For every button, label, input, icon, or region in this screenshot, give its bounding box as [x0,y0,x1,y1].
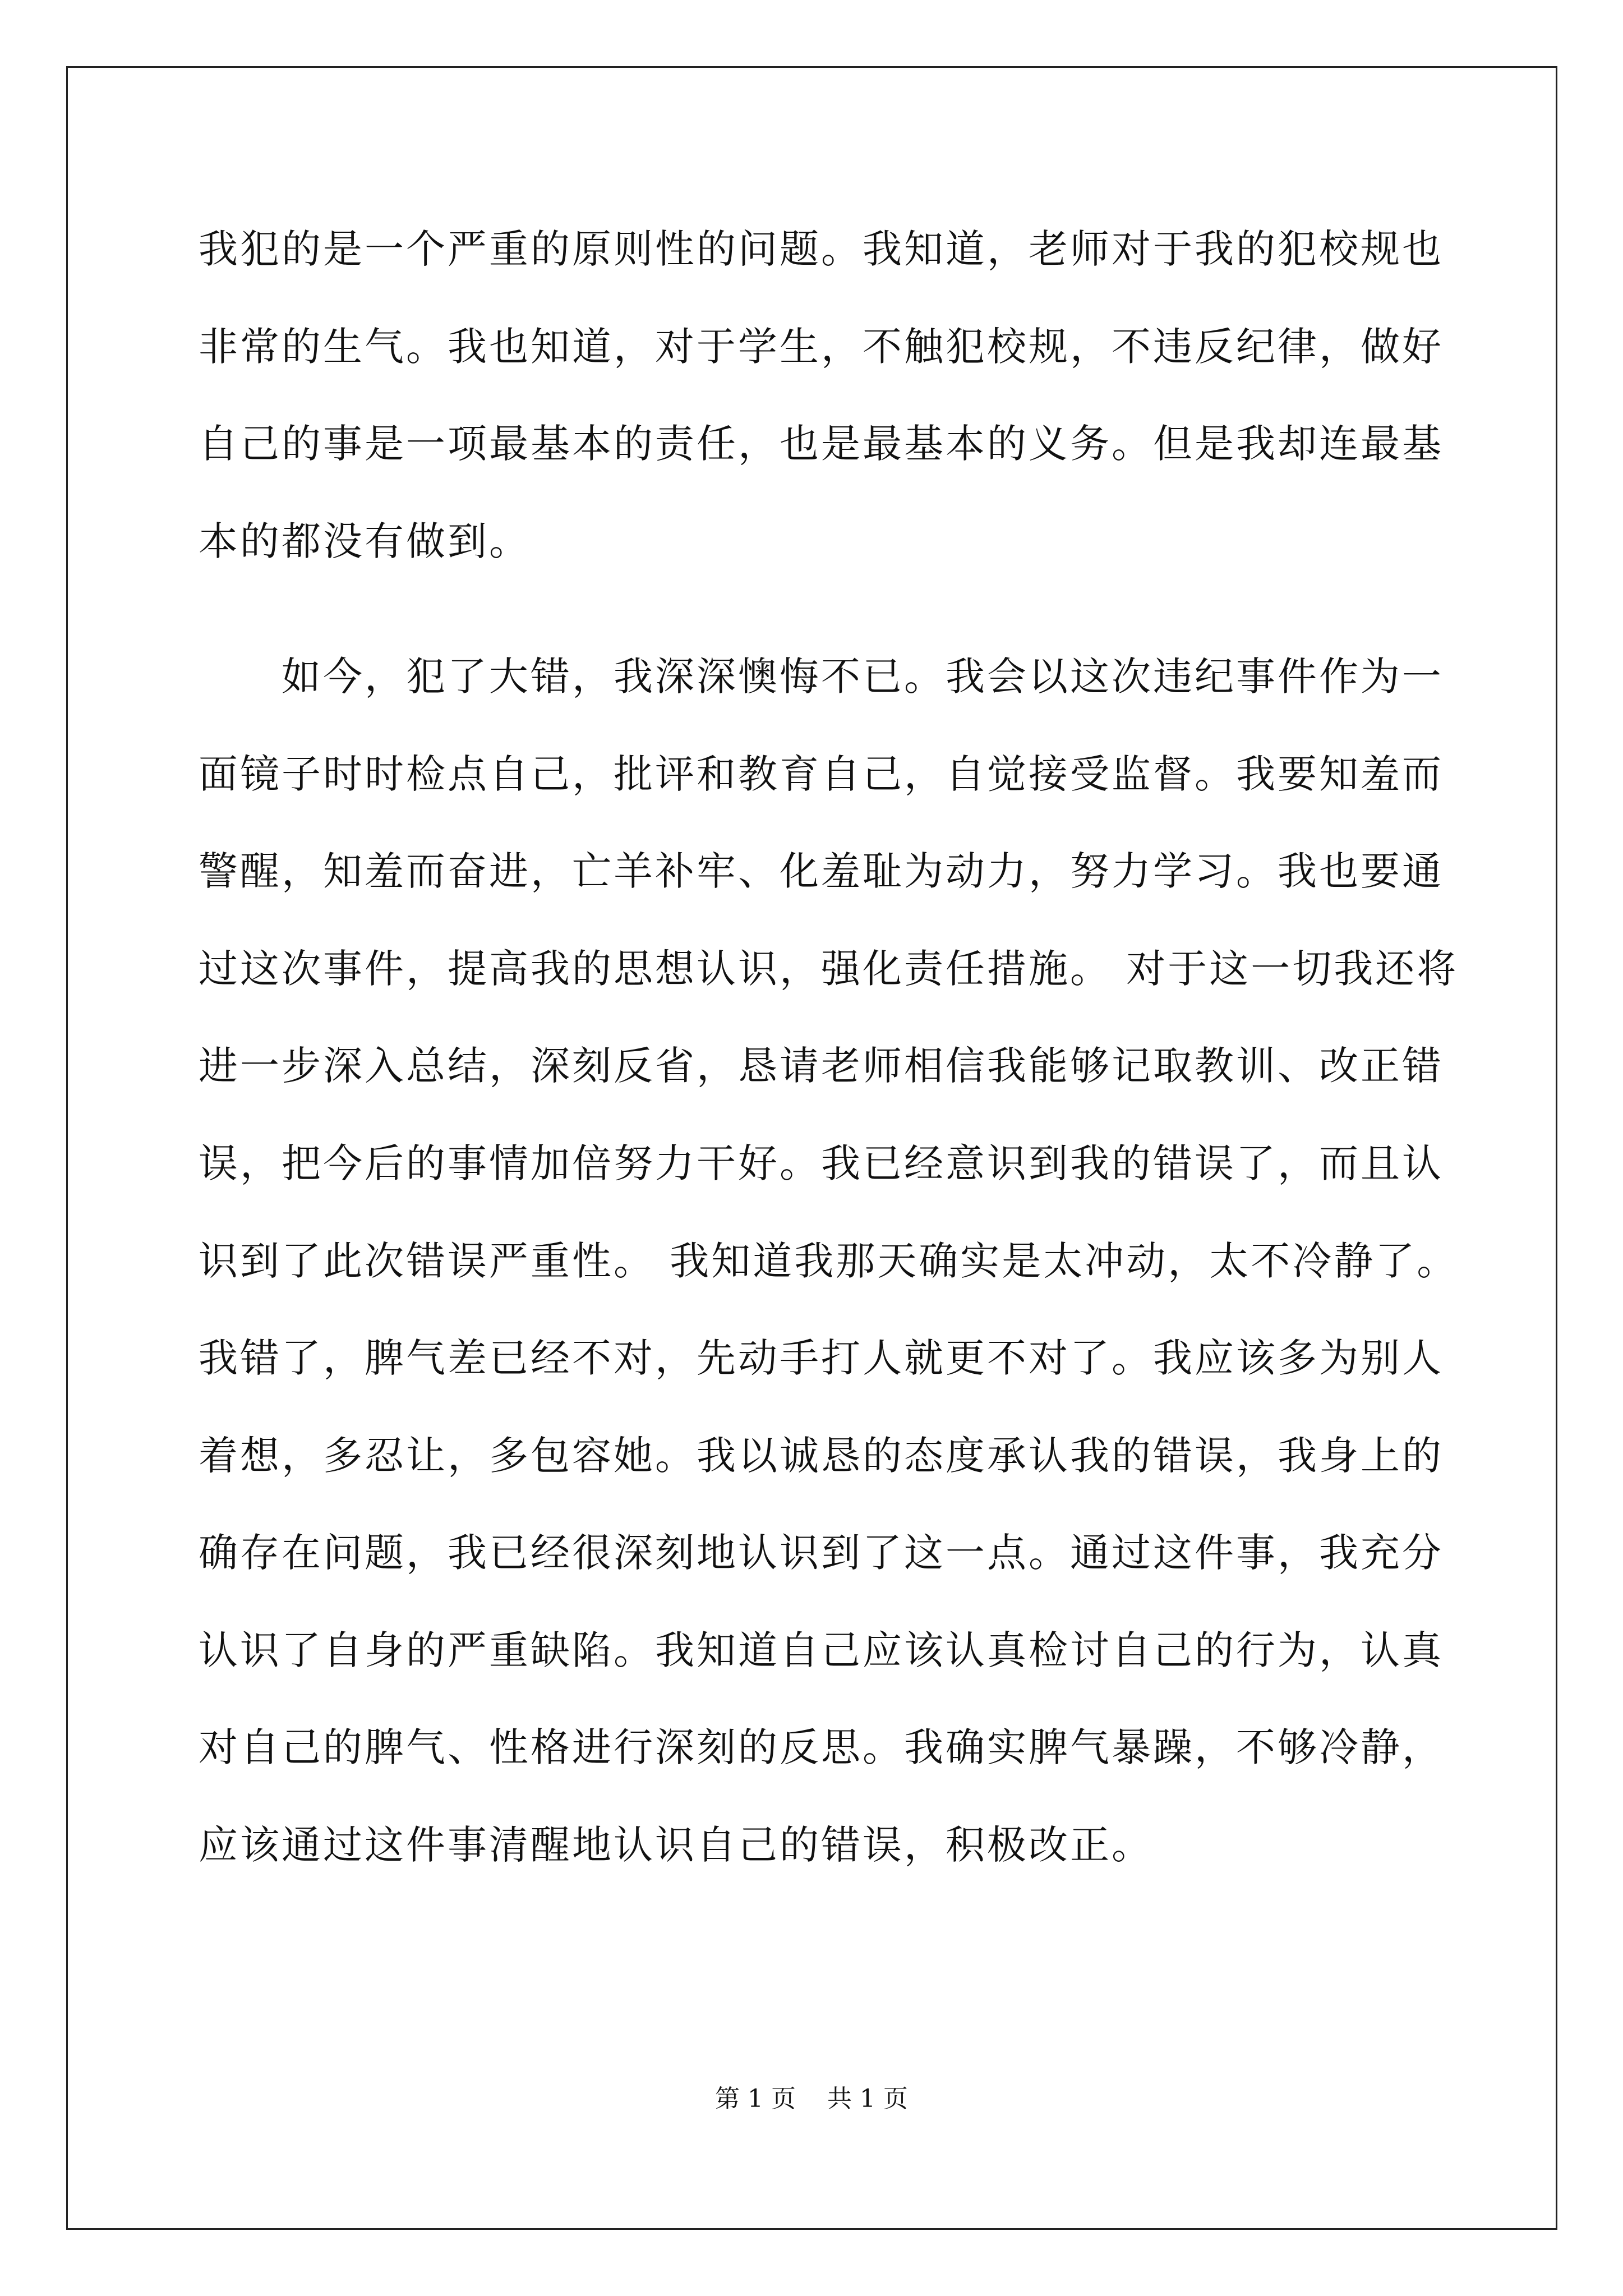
text-line: 非常的生气。我也知道，对于学生，不触犯校规，不违反纪律，做好 [199,324,1444,370]
text-line: 认识了自身的严重缺陷。我知道自己应该认真检讨自己的行为，认真 [199,1627,1444,1673]
text-line: 过这次事件，提高我的思想认识，强化责任措施。 对于这一切我还将 [199,946,1459,992]
text-line: 我错了，脾气差已经不对，先动手打人就更不对了。我应该多为别人 [199,1335,1444,1381]
text-line: 确存在问题，我已经很深刻地认识到了这一点。通过这件事，我充分 [199,1530,1444,1576]
text-line: 面镜子时时检点自己，批评和教育自己，自觉接受监督。我要知羞而 [199,751,1444,797]
text-line: 应该通过这件事清醒地认识自己的错误，积极改正。 [199,1822,1153,1868]
text-line: 本的都没有做到。 [199,518,531,564]
text-line: 对自己的脾气、性格进行深刻的反思。我确实脾气暴躁，不够冷静， [199,1724,1444,1770]
page-number-footer: 第 1 页 共 1 页 [715,2085,908,2113]
text-line: 如今，犯了大错，我深深懊悔不已。我会以这次违纪事件作为一 [199,654,1444,700]
text-line: 进一步深入总结，深刻反省，恳请老师相信我能够记取教训、改正错 [199,1043,1444,1089]
text-line: 警醒，知羞而奋进，亡羊补牢、化羞耻为动力，努力学习。我也要通 [199,848,1444,894]
text-line: 我犯的是一个严重的原则性的问题。我知道，老师对于我的犯校规也 [199,226,1444,272]
text-line: 误，把今后的事情加倍努力干好。我已经意识到我的错误了，而且认 [199,1140,1444,1186]
text-line: 着想，多忍让，多包容她。我以诚恳的态度承认我的错误，我身上的 [199,1433,1444,1479]
text-line: 自己的事是一项最基本的责任，也是最基本的义务。但是我却连最基 [199,421,1444,467]
text-line: 识到了此次错误严重性。 我知道我那天确实是太冲动，太不冷静了。 [199,1238,1459,1284]
